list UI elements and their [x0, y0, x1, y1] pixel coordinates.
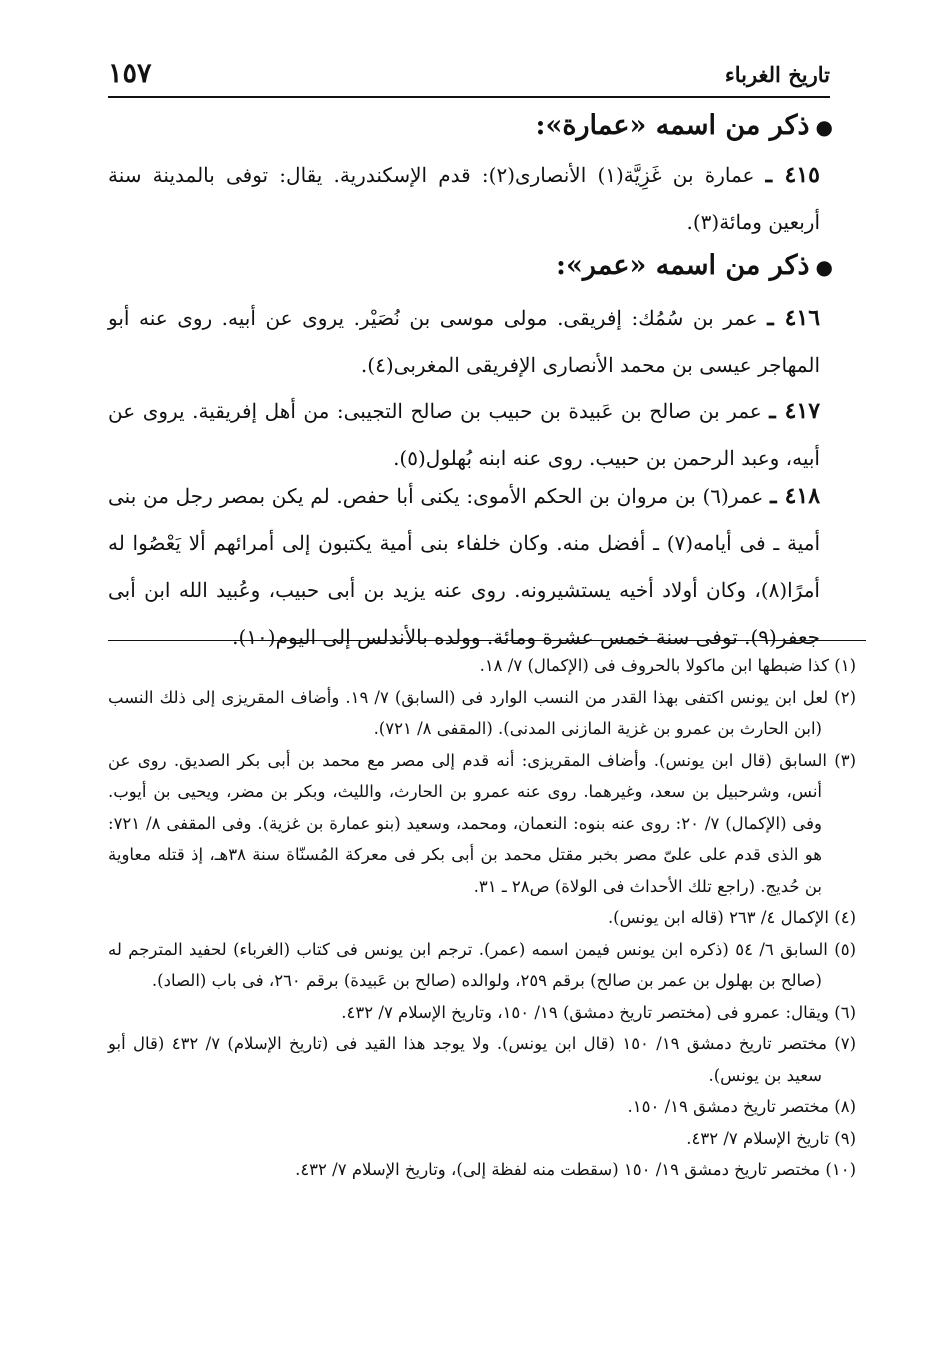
section-heading-umara	[535, 110, 833, 141]
entry-416	[108, 295, 820, 389]
entry-number: ٤١٨ ـ	[770, 483, 821, 509]
entry-415	[108, 152, 820, 246]
section-heading-text: ذكر من اسمه «عمارة»:	[535, 110, 810, 141]
entry-text: عمر بن سُمُك: إفريقى. مولى موسى بن نُصَيْر. يروى عن أبيه. روى عنه أبو المهاجر عيسى بن محمد الأنصارى الإفريقى المغربى(٤).	[108, 306, 820, 377]
footnote: (٥) السابق ٦/ ٥٤ (ذكره ابن يونس فيمن اسمه (عمر). ترجم ابن يونس فى كتاب (الغرباء) لحفيد المترجم له (صالح بن بهلول بن عمر بن صالح) برقم ٢٥٩، ولوالده (صالح بن عَبيدة) برقم ٢٦٠، فى باب (الصاد).	[108, 939, 857, 990]
running-header	[108, 56, 830, 98]
footnote: (١٠) مختصر تاريخ دمشق ١٩/ ١٥٠ (سقطت منه لفظة إلى)، وتاريخ الإسلام ٧/ ٤٣٢.	[295, 1160, 856, 1179]
footnote: (٧) مختصر تاريخ دمشق ١٩/ ١٥٠ (قال ابن يونس). ولا يوجد هذا القيد فى (تاريخ الإسلام) ٧/ ٤٣٢ (قال أبو سعيد بن يونس).	[108, 1034, 856, 1085]
footnote: (٢) لعل ابن يونس اكتفى بهذا القدر من النسب الوارد فى (السابق) ٧/ ١٩. وأضاف المقريزى إلى ذلك النسب (ابن الحارث بن عمرو بن غزية المازنى المدنى). (المقفى ٨/ ٧٢١).	[108, 687, 856, 738]
section-heading-umar	[556, 250, 833, 281]
footnote: (٣) السابق (قال ابن يونس). وأضاف المقريزى: أنه قدم إلى مصر مع محمد بن أبى بكر الصديق. روى عن أنس، وشرحبيل بن سعد، وغيرهما. روى عنه عمرو بن الحارث، والليث، وبكر بن مضر، ويحيى بن أيوب. وفى (الإكمال) ٧/ ٢٠: روى عنه بنوه: النعمان، ومحمد، وسعيد (بنو عمارة بن غزية). وفى المقفى ٨/ ٧٢١: هو الذى قدم على علىّ مصر بخبر مقتل محمد بن أبى بكر فى معركة المُسنّاة سنة ٣٨هـ، إذ قتله معاوية بن حُديج. (راجع تلك الأحداث فى الولاة) ص٢٨ ـ ٣١.	[108, 750, 856, 896]
entry-number: ٤١٥ ـ	[765, 162, 820, 188]
footnote-separator	[108, 640, 866, 641]
footnotes	[108, 650, 856, 1186]
book-title: تاريخ الغرباء	[724, 62, 830, 87]
entry-text: عمر بن صالح بن عَبيدة بن حبيب بن صالح التجيبى: من أهل إفريقية. يروى عن أبيه، وعبد الرحمن بن حبيب. روى عنه ابنه بُهلول(٥).	[108, 399, 820, 470]
entry-text: عمر(٦) بن مروان بن الحكم الأموى: يكنى أبا حفص. لم يكن بمصر رجل من بنى أمية ـ فى أيامه(٧) ـ أفضل منه. وكان خلفاء بنى أمية يكتبون إلى أمرائهم ألا يَعْصُوا له أمرًا(٨)، وكان أولاد أخيه يستشيرونه. روى عنه يزيد بن أبى حبيب، وعُبيد الله ابن أبى جعفر(٩). توفى سنة خمس عشرة ومائة. وولده بالأندلس إلى اليوم(١٠).	[108, 484, 820, 649]
footnote: (١) كذا ضبطها ابن ماكولا بالحروف فى (الإكمال) ٧/ ١٨.	[479, 656, 856, 675]
entry-417	[108, 388, 820, 482]
footnote: (٦) ويقال: عمرو فى (مختصر تاريخ دمشق) ١٩/ ١٥٠، وتاريخ الإسلام ٧/ ٤٣٢.	[341, 1002, 856, 1022]
footnote: (٤) الإكمال ٤/ ٢٦٣ (قاله ابن يونس).	[607, 908, 856, 927]
entry-number: ٤١٧ ـ	[769, 398, 821, 424]
page-number: ١٥٧	[108, 58, 152, 89]
footnote: (٨) مختصر تاريخ دمشق ١٩/ ١٥٠.	[627, 1097, 856, 1116]
entry-418	[108, 473, 820, 661]
bullet-icon: ●	[815, 255, 833, 279]
entry-number: ٤١٦ ـ	[767, 305, 821, 331]
footnote: (٩) تاريخ الإسلام ٧/ ٤٣٢.	[686, 1128, 856, 1148]
bullet-icon: ●	[815, 115, 833, 139]
entry-text: عمارة بن غَزِيَّة(١) الأنصارى(٢): قدم الإسكندرية. يقال: توفى بالمدينة سنة أربعين ومائة(٣).	[108, 163, 820, 234]
section-heading-text: ذكر من اسمه «عمر»:	[556, 250, 810, 281]
